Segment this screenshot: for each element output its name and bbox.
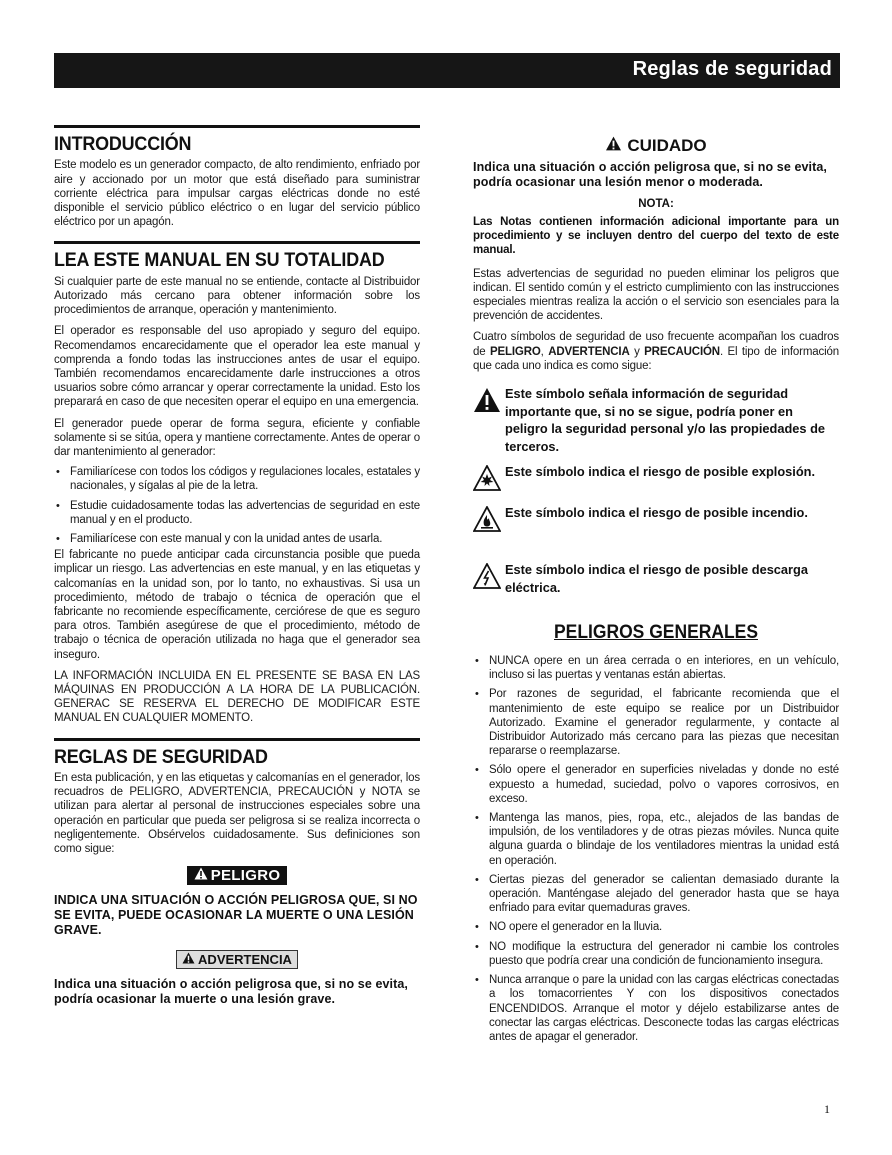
fire-icon [473,506,501,537]
symbol-text: Este símbolo indica el riesgo de posible incendio. [505,505,808,521]
list-item: • NUNCA opere en un área cerrada o en interiores, en un vehículo, incluso si las puertas y ventanas están abiertas. [473,654,839,682]
peligro-label [187,866,288,885]
right-p2-bold-precaucion: PRECAUCIÓN [644,345,720,358]
list-item: • Por razones de seguridad, el fabricante recomienda que el mantenimiento de este equipo se realice por un Distribuidor Autorizado. Examine el generador regularmente, y contacte al Distribuidor Autorizado más cercano para las piezas que necesitan repararse o reemplazarse. [473,687,839,758]
left-column [54,125,420,1007]
section-divider [54,241,420,244]
read-manual-p3: El generador puede operar de forma segura, eficiente y confiable solamente si se sitúa, opera y mantiene correctamente. Antes de operar o dar mantenimiento al generador: [54,417,420,459]
list-item: • Mantenga las manos, pies, ropa, etc., alejados de las bandas de impulsión, de los ventiladores y de otras piezas móviles. Nunca quite alguna guarda o blindaje de los ventiladores mientras la unidad está en operación. [473,811,839,868]
warning-triangle-icon [182,952,195,967]
list-item: • Familiarícese con este manual y con la unidad antes de usarla. [54,532,420,546]
list-item: • Estudie cuidadosamente todas las advertencias de seguridad en este manual y en el producto. [54,499,420,527]
symbol-row [473,385,839,455]
list-item: • Nunca arranque o pare la unidad con las cargas eléctricas conectadas a los tomacorrientes Y con los dispositivos conectados ENCENDIDOS. Arranque el motor y déjelo estabilizarse antes de conectar las cargas eléctricas. Desconecte todas las cargas eléctricas antes de apagar el generador. [473,973,839,1044]
general-hazards-heading: PELIGROS GENERALES [554,622,758,644]
read-manual-p5: LA INFORMACIÓN INCLUIDA EN EL PRESENTE SE BASA EN LAS MÁQUINAS EN PRODUCCIÓN A LA HORA DE LA PUBLICACIÓN. GENERAC SE RESERVA EL DERECHO DE MODIFICAR ESTE MANUAL EN CUALQUIER MOMENTO. [54,669,420,725]
right-p2-bold-advertencia: ADVERTENCIA [548,345,630,358]
list-item: • Familiarícese con todos los códigos y regulaciones locales, estatales y nacionales, y sígalas al pie de la letra. [54,465,420,493]
symbol-row [473,561,839,596]
peligro-label-wrap [54,866,420,885]
right-p2-bold-peligro: PELIGRO [489,345,541,358]
advertencia-label [176,950,298,969]
peligro-label-text: PELIGRO [210,867,281,885]
list-item: • Ciertas piezas del generador se calientan demasiado durante la operación. Manténgase alejado del generador hasta que se haya enfriado para evitar quemaduras graves. [473,873,839,916]
nota-heading: NOTA: [638,198,674,210]
warning-triangle-icon [194,867,208,884]
symbol-row [473,504,839,537]
read-manual-p4: El fabricante no puede anticipar cada circunstancia posible que pueda implicar un riesgo. Las advertencias en este manual, y en las etiquetas y calcomanías en la unidad son, por lo tanto, no exhaustivas. Si usa un procedimiento, método de trabajo o técnica de operación que el fabricante no recomiende específicamente, cerciórese de que es seguro para otros. También asegúrese de que el procedimiento, método de trabajo o técnica de operación utilizada no haga que el generador sea inseguro. [54,549,420,661]
exclamation-triangle-icon [473,387,501,418]
advertencia-label-wrap [54,950,420,969]
page-number: 1 [824,1102,830,1116]
symbol-text: Este símbolo indica el riesgo de posible explosión. [505,464,816,480]
intro-text: Este modelo es un generador compacto, de alto rendimiento, enfriado por aire y accionado por un motor que está diseñado para suministrar corriente eléctrica para impulsar cargas eléctricas donde no esté disponible el servicio público eléctrico o en lugar del servicio público eléctrico por un apagón. [54,159,420,229]
symbol-text: Este símbolo indica el riesgo de posible descarga eléctrica. [505,562,808,595]
symbol-text: Este símbolo señala información de seguridad importante que, si no se sigue, podría poner en peligro la seguridad personal y/o las propiedades de terceros. [505,386,826,454]
explosion-icon [473,465,501,496]
read-manual-p1: Si cualquier parte de este manual no se entiende, contacte al Distribuidor Autorizado más cercano para obtener información sobre los procedimientos de arranque, operación y mantenimiento. [54,275,420,317]
safety-rules-text: En esta publicación, y en las etiquetas y calcomanías en el generador, los recuadros de PELIGRO, ADVERTENCIA, PRECAUCIÓN y NOTA se utilizan para alertar al personal de instrucciones especiales sobre una operación en particular que pueda ser peligrosa si se realiza incorrecta o negligentemente. Obsérvelos cuidadosamente. Sus definiciones son como sigue: [54,772,420,856]
advertencia-label-text: ADVERTENCIA [198,952,292,968]
list-item: • NO modifique la estructura del generador ni cambie los controles puesto que podría crear una condición de funcionamiento insegura. [473,940,839,968]
electric-shock-icon [473,563,501,594]
section-divider [54,738,420,741]
general-hazards-list [473,654,839,1044]
right-p2-text-c: . El tipo de información que cada uno indica es como sigue: [473,345,839,372]
advertencia-text: Indica una situación o acción peligrosa que, si no se evita, podría ocasionar la muerte o una lesión grave. [54,977,409,1007]
read-manual-p2: El operador es responsable del uso apropiado y seguro del equipo. Recomendamos encarecidamente que el operador lea este manual y comprenda a fondo todas las instrucciones antes de usar el equipo. También recomendamos encarecidamente darle instrucciones a otros usuarios sobre cómo arrancar y operar correctamente la unidad. Esto los preparará en caso de que necesiten operar el equipo en una emergencia. [54,325,420,409]
warning-triangle-icon [605,136,622,156]
right-p2-sep2: y [629,345,645,358]
list-item: • NO opere el generador en la lluvia. [473,920,839,934]
cuidado-text: Indica una situación o acción peligrosa que, si no se evita, podría ocasionar una lesión menor o moderada. [473,160,828,189]
cuidado-label-text: CUIDADO [627,136,707,155]
nota-text: Las Notas contienen información adicional importante para un procedimiento y se incluyen dentro del cuerpo del texto de este manual. [473,216,839,257]
page-title: Reglas de seguridad [632,58,832,80]
precaution-list [54,465,420,546]
cuidado-label [605,136,706,156]
right-p1: Estas advertencias de seguridad no pueden eliminar los peligros que indican. El sentido común y el estricto cumplimiento con las instrucciones especiales mientras realiza la acción o el servicio son esenciales para la prevención de accidentes. [473,267,839,323]
safety-rules-heading: REGLAS DE SEGURIDAD [54,745,268,768]
right-p2 [473,330,839,373]
peligro-text: INDICA UNA SITUACIÓN O ACCIÓN PELIGROSA QUE, SI NO SE EVITA, PUEDE OCASIONAR LA MUERTE O UNA LESIÓN GRAVE. [54,893,418,938]
right-column [473,132,839,1049]
intro-heading: INTRODUCCIÓN [54,133,192,155]
read-manual-heading: LEA ESTE MANUAL EN SU TOTALIDAD [54,249,385,272]
right-p2-sep1: , [540,345,549,358]
cuidado-label-wrap [473,136,839,156]
symbol-row [473,463,839,496]
list-item: • Sólo opere el generador en superficies niveladas y donde no esté expuesto a humedad, suciedad, polvo o vapores corrosivos, en exceso. [473,763,839,806]
section-divider [54,125,420,128]
right-p2-text-a: Cuatro símbolos de seguridad de uso frecuente acompañan los cuadros de [473,331,839,358]
header-bar [54,53,840,88]
